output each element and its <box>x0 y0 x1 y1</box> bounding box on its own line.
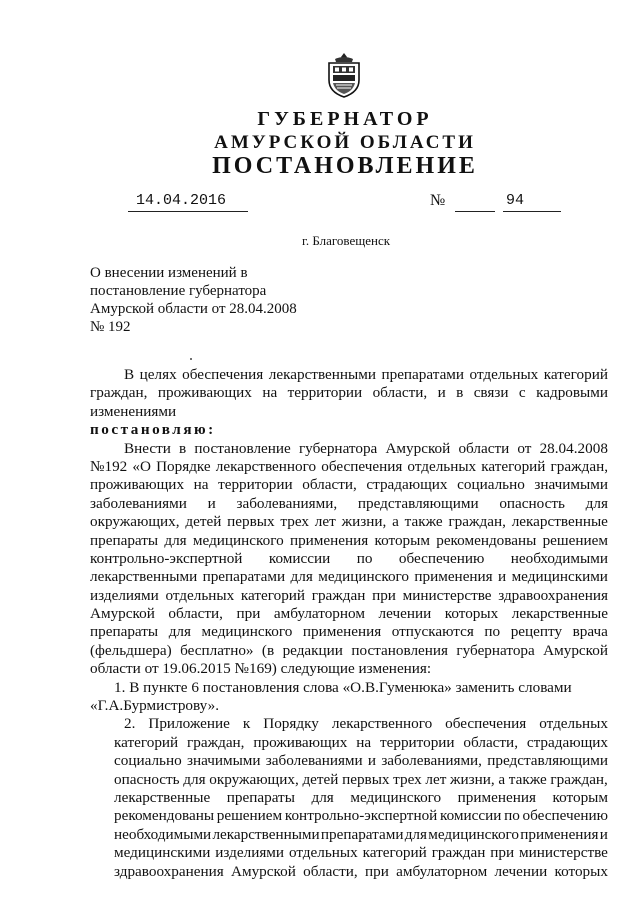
body-text-line <box>90 366 608 384</box>
body-word: проживающих <box>90 476 185 494</box>
body-word: для <box>290 568 313 586</box>
body-word: связи <box>473 384 509 402</box>
body-word: значимыми <box>186 752 261 770</box>
body-word: проживающих <box>157 384 252 402</box>
body-word: амбулаторном <box>396 862 488 880</box>
body-word: медицинского <box>350 788 442 806</box>
body-text-line <box>90 734 608 752</box>
body-word: граждан, <box>187 733 245 751</box>
body-word: редакции <box>282 641 343 659</box>
body-word: первых <box>342 770 390 788</box>
body-word: целях <box>139 366 177 383</box>
body-word: территории <box>218 476 293 494</box>
body-word: категорий <box>543 366 608 383</box>
body-word: лекарственными <box>212 825 320 843</box>
body-word: лекарственные <box>511 605 608 623</box>
document-body <box>90 366 608 881</box>
body-word: заболеваниями, <box>236 494 338 512</box>
body-text-line <box>90 532 608 550</box>
body-word: (в <box>261 641 275 659</box>
body-text-line: изменениями <box>90 402 177 420</box>
body-text-line <box>90 384 608 402</box>
body-word: Внести <box>124 439 171 457</box>
body-word: обеспечению <box>398 549 485 567</box>
body-word: к <box>242 715 251 733</box>
body-word: медицинскими <box>511 568 608 586</box>
body-word: применения <box>302 623 382 641</box>
body-text-line <box>90 826 608 844</box>
body-word: медицинского <box>192 531 284 549</box>
subject-line: № 192 <box>90 319 131 335</box>
body-word: которых <box>554 862 608 880</box>
body-text-line <box>90 844 608 862</box>
body-word: лет <box>425 770 447 788</box>
body-word: применения <box>414 568 493 586</box>
body-word: области, <box>463 733 518 751</box>
body-word: для <box>311 788 334 806</box>
subject-line: постановление губернатора <box>90 283 267 299</box>
body-word: обеспечения <box>182 366 264 383</box>
body-word: обеспечения <box>321 457 403 475</box>
body-word: для <box>585 494 608 512</box>
body-text-line <box>90 715 608 733</box>
body-word: окружающих, <box>90 513 180 531</box>
body-word: в <box>456 384 464 402</box>
body-word: амбулаторном <box>273 605 365 623</box>
body-word: на <box>193 476 209 494</box>
body-word: лекарственными <box>90 568 198 586</box>
body-word: изделиями <box>90 586 159 604</box>
body-word: Амурской <box>543 641 608 659</box>
body-text-line <box>90 568 608 586</box>
body-word: необходимыми <box>510 549 608 567</box>
body-word: губернатора <box>298 439 378 457</box>
body-word: и <box>437 384 446 402</box>
body-word: категорий <box>362 844 427 862</box>
body-word: комиссии <box>439 807 502 825</box>
body-word: лечении <box>378 605 432 623</box>
document-date: 14.04.2016 <box>136 192 227 209</box>
body-word: лекарственного <box>215 457 317 475</box>
body-word: 28.04.2008 <box>539 439 608 457</box>
body-word: которым <box>374 531 430 549</box>
header-title-region: АМУРСКОЙ ОБЛАСТИ <box>214 132 476 153</box>
body-word: страдающих <box>526 733 608 751</box>
body-word: категорий <box>240 586 306 604</box>
body-text-line <box>90 550 608 568</box>
body-word: граждан, <box>550 457 608 475</box>
body-word: Амурской <box>385 439 451 457</box>
body-word: окружающих, <box>209 770 299 788</box>
body-word: граждан <box>311 586 366 604</box>
body-word: здравоохранения <box>498 586 608 604</box>
body-word: Порядку <box>263 715 319 733</box>
body-word: обеспечению <box>522 807 608 825</box>
body-word: изделиями <box>215 844 285 862</box>
body-word: страдающих <box>366 476 448 494</box>
body-word: препараты <box>226 788 295 806</box>
city-name: г. Благовещенск <box>302 233 391 248</box>
body-word: трех <box>280 513 309 531</box>
resolution-keyword: постановляю: <box>90 421 216 439</box>
body-word: министерстве <box>402 586 492 604</box>
body-word: категорий <box>114 733 179 751</box>
body-word: министерстве <box>519 844 608 862</box>
body-text-line <box>90 458 608 476</box>
body-word: лечении <box>494 862 548 880</box>
body-word: а <box>392 513 399 531</box>
body-word: представляющими <box>487 752 608 770</box>
number-sign: № <box>430 192 446 209</box>
body-word: медицинского <box>318 568 409 586</box>
body-word: и <box>367 752 377 770</box>
body-text-line: области от 19.06.2015 №169) следующие изменения: <box>90 660 432 678</box>
body-word: первых <box>227 513 275 531</box>
body-word: постановление <box>194 439 291 457</box>
body-word: жизни, <box>341 513 387 531</box>
document-type-title: ПОСТАНОВЛЕНИЕ <box>212 153 478 179</box>
body-word: кадровыми <box>536 384 608 402</box>
body-word: отдельных <box>288 844 358 862</box>
body-word: контрольно-экспертной <box>284 807 438 825</box>
body-word: (фельдшера) <box>90 641 172 659</box>
body-word: социально <box>114 752 182 770</box>
body-word: обеспечения <box>445 715 527 733</box>
body-text-line <box>90 513 608 531</box>
body-word: от <box>517 439 532 457</box>
body-word: значимыми <box>534 476 608 494</box>
body-word: применения <box>289 531 369 549</box>
body-word: рекомендованы <box>114 807 215 825</box>
body-word: и <box>207 494 216 512</box>
document-subject <box>90 264 297 336</box>
body-word: детей <box>185 513 222 531</box>
body-word: заболеваниями <box>265 752 363 770</box>
body-word: заболеваниями <box>90 494 187 512</box>
header-title-governor: ГУБЕРНАТОР <box>257 108 433 130</box>
body-text-line <box>90 495 608 513</box>
body-text-line <box>90 789 608 807</box>
subject-line: Амурской области от 28.04.2008 <box>90 301 297 317</box>
body-word: области, <box>302 476 357 494</box>
coat-of-arms-icon <box>325 52 363 98</box>
body-word: проживающих <box>253 733 348 751</box>
body-word: бесплатно» <box>180 641 254 659</box>
body-word: которых <box>444 605 499 623</box>
body-word: препараты <box>90 531 159 549</box>
body-text-line <box>90 863 608 881</box>
body-word: категорий <box>481 457 546 475</box>
body-word: препаратами <box>381 366 465 383</box>
body-word: медицинского <box>201 623 293 641</box>
body-word: опасность <box>499 494 565 512</box>
body-word: медицинскими <box>114 844 211 862</box>
body-word: решением <box>542 531 608 549</box>
body-word: также <box>404 513 443 531</box>
body-word: территории <box>379 733 455 751</box>
body-word: области, <box>372 384 428 402</box>
body-word: контрольно-экспертной <box>90 549 243 567</box>
body-text-line <box>90 587 608 605</box>
subject-line: О внесении изменений в <box>90 265 248 281</box>
body-word: для <box>404 825 427 843</box>
body-word: области <box>458 439 510 457</box>
body-word: на <box>262 384 278 402</box>
body-word: территории <box>287 384 363 402</box>
body-word: медицинского <box>428 825 519 843</box>
body-text-line <box>90 771 608 789</box>
body-text-line <box>90 807 608 825</box>
body-word: Амурской <box>231 862 296 880</box>
body-word: жизни, <box>450 770 495 788</box>
body-word: при <box>372 586 396 604</box>
body-word: здравоохранения <box>114 862 224 880</box>
body-word: отдельных <box>469 366 539 383</box>
body-word: Порядке <box>156 457 211 475</box>
body-word: социально <box>457 476 525 494</box>
body-word: в <box>179 439 187 457</box>
body-word: при <box>236 605 261 623</box>
body-word: отдельных <box>407 457 477 475</box>
body-word: для <box>168 623 191 641</box>
body-word: препаратами <box>202 568 286 586</box>
body-word: для <box>164 531 187 549</box>
body-word: постановления <box>351 641 449 659</box>
body-word: граждан, <box>448 513 506 531</box>
body-word: заболеваниями, <box>381 752 482 770</box>
body-word: также <box>508 770 547 788</box>
body-word: граждан, <box>90 384 148 402</box>
body-word: а <box>498 770 506 788</box>
scan-speck <box>190 358 192 360</box>
body-text-line: «Г.А.Бурмистрову». <box>90 697 220 715</box>
body-word: Приложение <box>148 715 230 733</box>
body-word: и <box>599 825 608 843</box>
body-word: №192 <box>90 457 128 475</box>
body-word: опасность <box>114 770 180 788</box>
body-word: области, <box>303 862 358 880</box>
body-word: губернатора <box>456 641 535 659</box>
body-word: В <box>124 366 135 383</box>
body-text-line <box>90 476 608 494</box>
body-word: рецепту <box>510 623 563 641</box>
body-word: по <box>504 807 520 825</box>
body-word: рекомендованы <box>436 531 537 549</box>
body-word: Амурской <box>90 605 155 623</box>
body-word: препараты <box>90 623 159 641</box>
body-word: «О <box>132 457 151 475</box>
body-word: при <box>365 862 389 880</box>
number-underline-left <box>455 211 495 212</box>
body-text-line <box>90 642 608 660</box>
body-word: отдельных <box>539 715 608 733</box>
body-word: препаратами <box>320 825 404 843</box>
body-word: лет <box>314 513 336 531</box>
body-word: лекарственного <box>331 715 433 733</box>
body-word: для <box>183 770 206 788</box>
body-word: врача <box>572 623 608 641</box>
body-text-line <box>90 623 608 641</box>
body-word: трех <box>393 770 422 788</box>
body-word: лекарственные <box>114 788 211 806</box>
body-word: по <box>356 549 373 567</box>
body-word: отдельных <box>165 586 235 604</box>
body-word: лекарственные <box>511 513 608 531</box>
body-word: необходимыми <box>114 825 212 843</box>
body-word: лекарственными <box>268 366 376 383</box>
body-word: 2. <box>124 715 136 733</box>
body-word: применения <box>520 825 599 843</box>
body-word: граждан <box>431 844 486 862</box>
body-word: которым <box>552 788 608 806</box>
body-word: применения <box>457 788 536 806</box>
body-word: комиссии <box>268 549 331 567</box>
body-word: граждан, <box>550 770 608 788</box>
body-word: отпускаются <box>391 623 474 641</box>
body-word: области, <box>168 605 223 623</box>
date-underline <box>128 211 248 212</box>
document-number: 94 <box>506 192 525 209</box>
body-text-line <box>90 440 608 458</box>
body-word: решением <box>216 807 283 825</box>
body-word: с <box>518 384 526 402</box>
body-word: детей <box>302 770 339 788</box>
body-text-line: 1. В пункте 6 постановления слова «О.В.Гуменюка» заменить словами <box>114 678 572 696</box>
body-word: на <box>356 733 372 751</box>
body-word: при <box>490 844 515 862</box>
body-text-line <box>90 752 608 770</box>
body-word: представляющими <box>357 494 479 512</box>
body-word: и <box>498 568 507 586</box>
body-word: по <box>484 623 501 641</box>
body-text-line <box>90 605 608 623</box>
number-underline-right <box>503 211 561 212</box>
